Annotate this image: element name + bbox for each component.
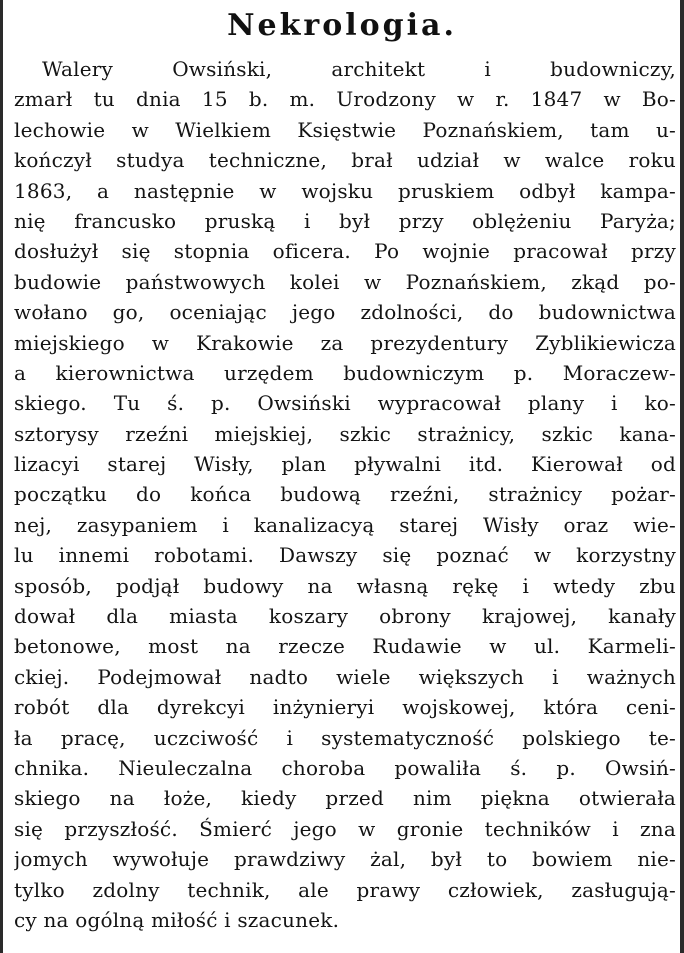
- body-line: kończył studya techniczne, brał udział w walce roku: [14, 148, 676, 173]
- body-line: lu innemi robotami. Dawszy się poznać w korzystny: [14, 543, 676, 568]
- body-line: zmarł tu dnia 15 b. m. Urodzony w r. 1847 w Bo-: [14, 87, 676, 112]
- left-column-rule: [0, 0, 3, 953]
- body-line: nię francusko pruską i był przy oblężeniu Paryża;: [14, 208, 676, 233]
- body-line: lizacyi starej Wisły, plan pływalni itd. Kierował od: [14, 452, 676, 477]
- body-line: jomych wywołuje prawdziwy żal, był to bowiem nie-: [14, 847, 676, 872]
- body-line: 1863, a następnie w wojsku pruskiem odbył kampa-: [14, 178, 676, 203]
- body-line: robót dla dyrekcyi inżynieryi wojskowej, która ceni-: [14, 695, 676, 720]
- body-line: początku do końca budową rzeźni, strażnicy pożar-: [14, 482, 676, 507]
- body-line: lechowie w Wielkiem Księstwie Poznańskiem, tam u-: [14, 117, 676, 142]
- body-line: betonowe, most na rzecze Rudawie w ul. Karmeli-: [14, 634, 676, 659]
- body-line: a kierownictwa urzędem budowniczym p. Moraczew-: [14, 360, 676, 385]
- body-line: chnika. Nieuleczalna choroba powaliła ś. p. Owsiń-: [14, 755, 676, 780]
- body-line: nej, zasypaniem i kanalizacyą starej Wisły oraz wie-: [14, 512, 676, 537]
- body-line: sposób, podjął budowy na własną rękę i wtedy zbu: [14, 573, 676, 598]
- body-line: ckiej. Podejmował nadto wiele większych i ważnych: [14, 664, 676, 689]
- article-body: [14, 54, 676, 935]
- body-line: wołano go, oceniając jego zdolności, do budownictwa: [14, 300, 676, 325]
- body-line: się przyszłość. Śmierć jego w gronie techników i zna: [14, 816, 676, 841]
- body-line: ła pracę, uczciwość i systematyczność polskiego te-: [14, 725, 676, 750]
- body-line: Walery Owsiński, architekt i budowniczy,: [42, 57, 676, 81]
- body-line: budowie państwowych kolei w Poznańskiem, zkąd po-: [14, 269, 676, 294]
- right-column-rule: [680, 0, 684, 953]
- body-line: skiego. Tu ś. p. Owsiński wypracował plany i ko-: [14, 391, 676, 416]
- body-line: dosłużył się stopnia oficera. Po wojnie pracował przy: [14, 239, 676, 264]
- cut-off-text-fragment: [0, 948, 684, 953]
- body-line: cy na ogólną miłość i szacunek.: [14, 907, 340, 932]
- cut-off-next-line: [0, 943, 684, 953]
- body-line: dował dla miasta koszary obrony krajowej, kanały: [14, 604, 676, 629]
- body-line: sztorysy rzeźni miejskiej, szkic strażnicy, szkic kana-: [14, 421, 676, 446]
- body-line: miejskiego w Krakowie za prezydentury Zyblikiewicza: [14, 330, 676, 355]
- body-line: tylko zdolny technik, ale prawy człowiek, zasługują-: [14, 877, 676, 902]
- article-title: Nekrologia.: [227, 8, 457, 43]
- body-line: skiego na łoże, kiedy przed nim piękna otwierała: [14, 786, 676, 811]
